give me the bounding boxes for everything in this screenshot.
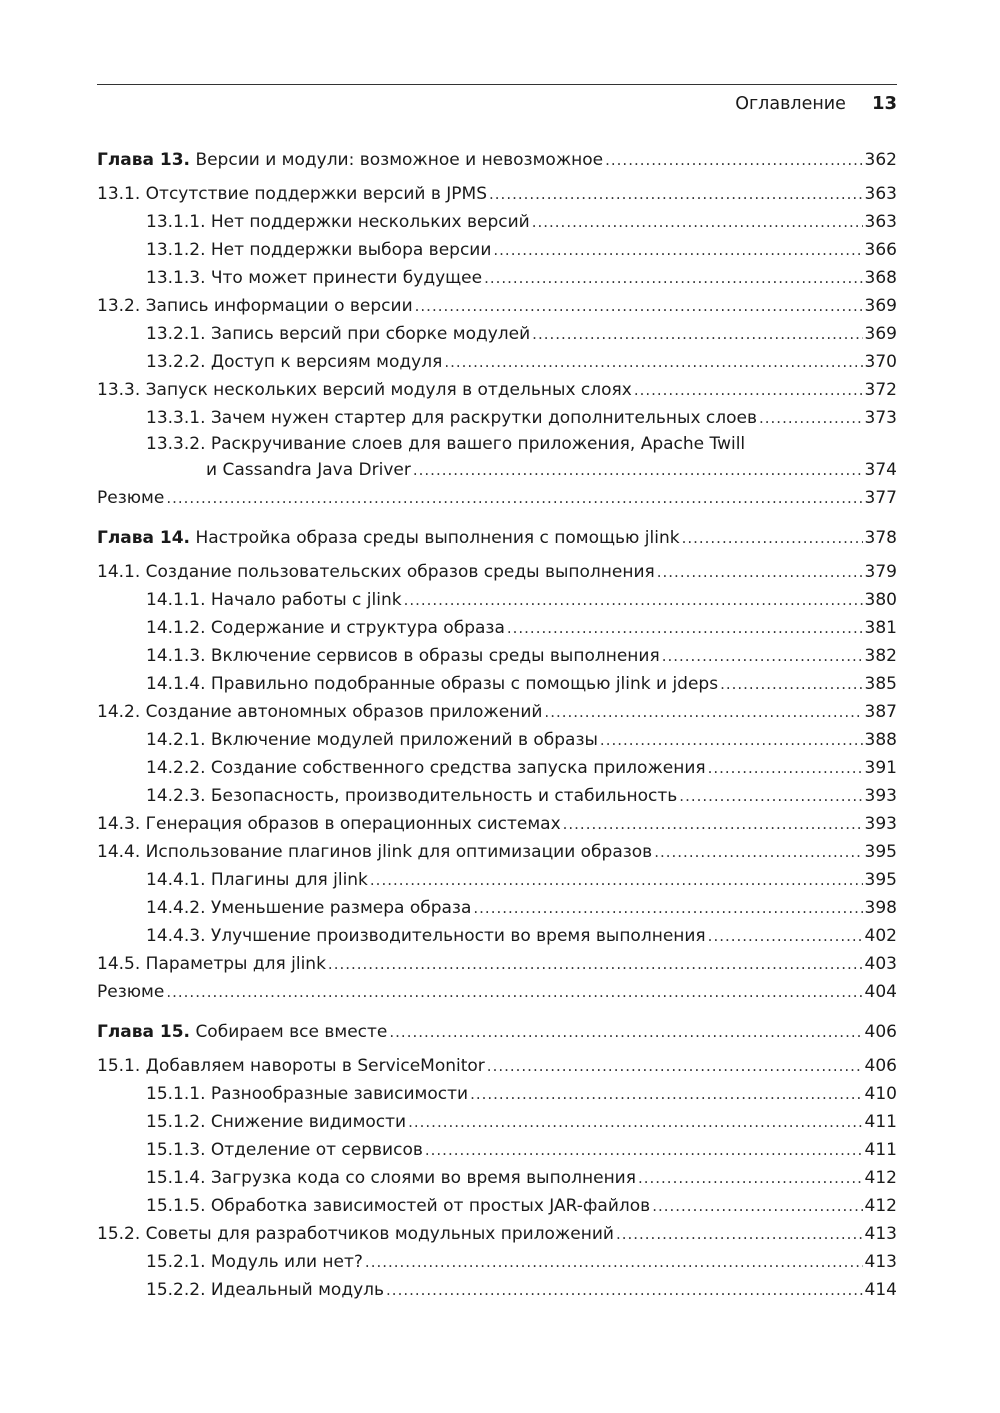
toc-subsection-13-2-2[interactable]	[97, 348, 897, 376]
toc-subsection-15-1-2[interactable]	[97, 1108, 897, 1136]
toc-section-14-3[interactable]	[97, 810, 897, 838]
page-number: 403	[864, 954, 897, 974]
chapter-number: Глава 15.	[97, 1022, 191, 1042]
dot-leader	[682, 524, 863, 552]
page-number: 372	[864, 380, 897, 400]
page-number: 411	[864, 1112, 897, 1132]
toc-subsection-13-3-2[interactable]	[97, 432, 897, 484]
page-number: 373	[864, 408, 897, 428]
dot-leader	[386, 1276, 863, 1304]
dot-leader	[473, 894, 862, 922]
page-number: 363	[864, 184, 897, 204]
chapter-number: Глава 14.	[97, 528, 191, 548]
section-title: 14.4. Использование плагинов jlink для оптимизации образов	[97, 842, 653, 862]
subsection-title: 13.1.3. Что может принести будущее	[146, 268, 483, 288]
dot-leader	[605, 146, 862, 174]
dot-leader	[484, 264, 862, 292]
dot-leader	[413, 456, 863, 484]
subsection-title: 15.1.1. Разнообразные зависимости	[146, 1084, 469, 1104]
dot-leader	[532, 208, 863, 236]
page-number: 369	[864, 324, 897, 344]
page-number: 385	[864, 674, 897, 694]
section-title: 13.3. Запуск нескольких версий модуля в отдельных слоях	[97, 380, 632, 400]
page-number: 378	[864, 528, 897, 548]
dot-leader	[444, 348, 862, 376]
subsection-title: 14.4.3. Улучшение производительности во время выполнения	[146, 926, 706, 946]
subsection-title: 14.4.1. Плагины для jlink	[146, 870, 368, 890]
summary-title: Резюме	[97, 488, 165, 508]
subsection-title: 14.1.1. Начало работы с jlink	[146, 590, 402, 610]
subsection-title-line1: 13.3.2. Раскручивание слоев для вашего приложения, Apache Twill	[146, 434, 746, 454]
subsection-title: 13.2.1. Запись версий при сборке модулей	[146, 324, 531, 344]
subsection-title: 14.1.2. Содержание и структура образа	[146, 618, 505, 638]
toc-subsection-14-4-3[interactable]	[97, 922, 897, 950]
dot-leader	[470, 1080, 862, 1108]
chapter-number: Глава 13.	[97, 150, 191, 170]
dot-leader	[679, 782, 862, 810]
dot-leader	[657, 558, 863, 586]
page-number: 381	[864, 618, 897, 638]
subsection-title: 14.4.2. Уменьшение размера образа	[146, 898, 472, 918]
toc-subsection-13-1-3[interactable]	[97, 264, 897, 292]
dot-leader	[507, 614, 863, 642]
chapter-title: Версии и модули: возможное и невозможное	[195, 150, 604, 170]
subsection-title: 15.1.3. Отделение от сервисов	[146, 1140, 423, 1160]
page-number: 388	[864, 730, 897, 750]
toc-subsection-15-1-1[interactable]	[97, 1080, 897, 1108]
dot-leader	[720, 670, 862, 698]
toc-subsection-13-2-1[interactable]	[97, 320, 897, 348]
toc-subsection-14-1-1[interactable]	[97, 586, 897, 614]
toc-subsection-14-1-3[interactable]	[97, 642, 897, 670]
subsection-title-line2: и Cassandra Java Driver	[206, 460, 411, 480]
toc-subsection-15-2-1[interactable]	[97, 1248, 897, 1276]
toc-section-15-2[interactable]	[97, 1220, 897, 1248]
page-number: 395	[864, 842, 897, 862]
toc-subsection-14-1-2[interactable]	[97, 614, 897, 642]
dot-leader	[708, 922, 863, 950]
page-number: 369	[864, 296, 897, 316]
subsection-title: 15.1.5. Обработка зависимостей от простых JAR-файлов	[146, 1196, 651, 1216]
subsection-title: 13.2.2. Доступ к версиям модуля	[146, 352, 443, 372]
page-number: 412	[864, 1168, 897, 1188]
dot-leader	[600, 726, 863, 754]
dot-leader	[759, 404, 863, 432]
chapter-title: Собираем все вместе	[195, 1022, 388, 1042]
dot-leader	[328, 950, 863, 978]
page-number: 366	[864, 240, 897, 260]
dot-leader	[370, 866, 863, 894]
dot-leader	[652, 1192, 862, 1220]
page-number: 368	[864, 268, 897, 288]
section-title: 14.3. Генерация образов в операционных системах	[97, 814, 561, 834]
page-number: 379	[864, 562, 897, 582]
subsection-title: 14.2.1. Включение модулей приложений в образы	[146, 730, 598, 750]
dot-leader	[166, 978, 862, 1006]
toc-subsection-14-4-1[interactable]	[97, 866, 897, 894]
section-title: 13.1. Отсутствие поддержки версий в JPMS	[97, 184, 488, 204]
dot-leader	[638, 1164, 863, 1192]
subsection-title: 13.3.1. Зачем нужен стартер для раскрутки дополнительных слоев	[146, 408, 757, 428]
running-header	[97, 84, 897, 114]
dot-leader	[616, 1220, 863, 1248]
toc-subsection-14-1-4[interactable]	[97, 670, 897, 698]
section-title: 15.1. Добавляем навороты в ServiceMonitor	[97, 1056, 485, 1076]
page-number: 402	[864, 926, 897, 946]
subsection-title: 15.1.2. Снижение видимости	[146, 1112, 407, 1132]
dot-leader	[654, 838, 862, 866]
section-title: 15.2. Советы для разработчиков модульных приложений	[97, 1224, 614, 1244]
dot-leader	[487, 1052, 863, 1080]
page-number: 374	[864, 460, 897, 480]
header-title: Оглавление	[735, 94, 846, 114]
toc-subsection-13-1-1[interactable]	[97, 208, 897, 236]
header-page-number: 13	[871, 93, 897, 114]
toc-section-14-1[interactable]	[97, 558, 897, 586]
section-title: 14.1. Создание пользовательских образов среды выполнения	[97, 562, 655, 582]
toc-subsection-15-1-3[interactable]	[97, 1136, 897, 1164]
toc-chapter-15[interactable]	[97, 1018, 897, 1046]
dot-leader	[408, 1108, 862, 1136]
dot-leader	[365, 1248, 863, 1276]
page-number: 370	[864, 352, 897, 372]
subsection-title: 14.2.2. Создание собственного средства запуска приложения	[146, 758, 706, 778]
toc-summary-14[interactable]	[97, 978, 897, 1006]
chapter-title: Настройка образа среды выполнения с помощью jlink	[195, 528, 680, 548]
subsection-title: 14.1.4. Правильно подобранные образы с помощью jlink и jdeps	[146, 674, 719, 694]
subsection-title: 15.1.4. Загрузка кода со слоями во время выполнения	[146, 1168, 636, 1188]
toc-section-14-5[interactable]	[97, 950, 897, 978]
summary-title: Резюме	[97, 982, 165, 1002]
page-number: 380	[864, 590, 897, 610]
dot-leader	[425, 1136, 863, 1164]
subsection-title: 15.2.1. Модуль или нет?	[146, 1252, 363, 1272]
page-number: 393	[864, 814, 897, 834]
toc-section-13-3[interactable]	[97, 376, 897, 404]
subsection-title: 15.2.2. Идеальный модуль	[146, 1280, 385, 1300]
dot-leader	[389, 1018, 862, 1046]
subsection-title: 14.2.3. Безопасность, производительность и стабильность	[146, 786, 678, 806]
toc-chapter-13[interactable]	[97, 146, 897, 174]
dot-leader	[708, 754, 863, 782]
page-number: 406	[864, 1022, 897, 1042]
page-number: 413	[864, 1252, 897, 1272]
dot-leader	[532, 320, 862, 348]
toc-section-14-4[interactable]	[97, 838, 897, 866]
page-number: 412	[864, 1196, 897, 1216]
toc-section-13-1[interactable]	[97, 180, 897, 208]
dot-leader	[415, 292, 863, 320]
page-number: 413	[864, 1224, 897, 1244]
table-of-contents	[97, 146, 897, 1304]
toc-section-13-2[interactable]	[97, 292, 897, 320]
page-number: 410	[864, 1084, 897, 1104]
page-number: 363	[864, 212, 897, 232]
dot-leader	[493, 236, 862, 264]
toc-subsection-15-2-2[interactable]	[97, 1276, 897, 1304]
page-number: 393	[864, 786, 897, 806]
section-title: 14.5. Параметры для jlink	[97, 954, 326, 974]
toc-subsection-14-2-1[interactable]	[97, 726, 897, 754]
subsection-title: 13.1.2. Нет поддержки выбора версии	[146, 240, 492, 260]
dot-leader	[662, 642, 863, 670]
page-number: 377	[864, 488, 897, 508]
dot-leader	[563, 810, 863, 838]
toc-subsection-14-2-3[interactable]	[97, 782, 897, 810]
page-number: 414	[864, 1280, 897, 1300]
toc-subsection-15-1-4[interactable]	[97, 1164, 897, 1192]
page-number: 387	[864, 702, 897, 722]
toc-subsection-14-4-2[interactable]	[97, 894, 897, 922]
toc-section-15-1[interactable]	[97, 1052, 897, 1080]
page-number: 406	[864, 1056, 897, 1076]
page-number: 398	[864, 898, 897, 918]
subsection-title: 14.1.3. Включение сервисов в образы среды выполнения	[146, 646, 660, 666]
page-number: 382	[864, 646, 897, 666]
toc-subsection-13-1-2[interactable]	[97, 236, 897, 264]
subsection-title: 13.1.1. Нет поддержки нескольких версий	[146, 212, 530, 232]
toc-summary-13[interactable]	[97, 484, 897, 512]
dot-leader	[404, 586, 863, 614]
toc-section-14-2[interactable]	[97, 698, 897, 726]
page-number: 395	[864, 870, 897, 890]
dot-leader	[544, 698, 862, 726]
page-number: 411	[864, 1140, 897, 1160]
toc-subsection-14-2-2[interactable]	[97, 754, 897, 782]
page-number: 391	[864, 758, 897, 778]
page-number: 362	[864, 150, 897, 170]
section-title: 14.2. Создание автономных образов приложений	[97, 702, 543, 722]
toc-subsection-13-3-1[interactable]	[97, 404, 897, 432]
dot-leader	[166, 484, 862, 512]
dot-leader	[634, 376, 863, 404]
page-number: 404	[864, 982, 897, 1002]
toc-subsection-15-1-5[interactable]	[97, 1192, 897, 1220]
toc-chapter-14[interactable]	[97, 524, 897, 552]
section-title: 13.2. Запись информации о версии	[97, 296, 413, 316]
dot-leader	[489, 180, 863, 208]
